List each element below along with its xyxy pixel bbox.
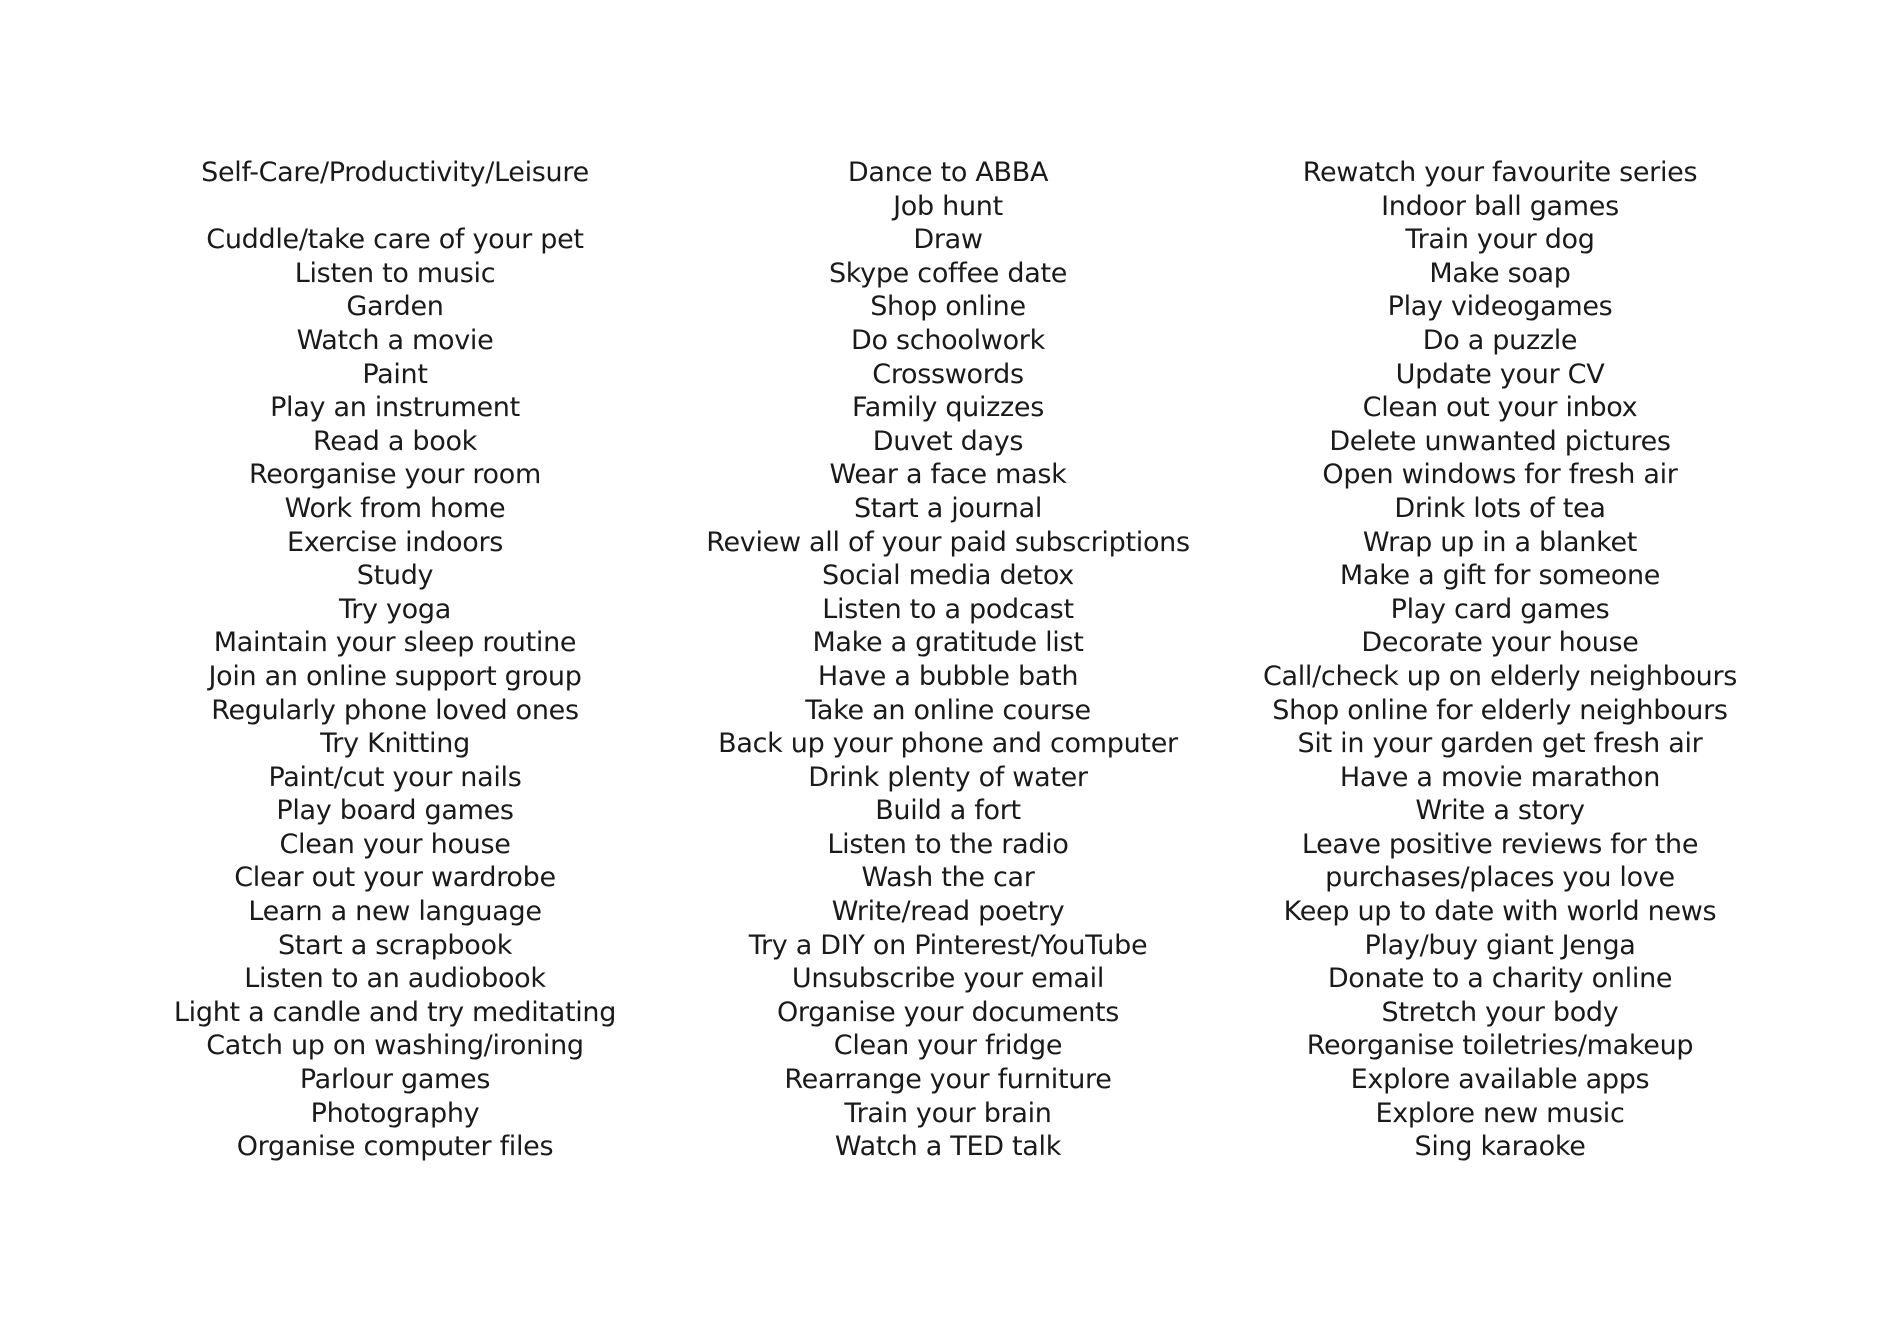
list-item: Drink plenty of water xyxy=(808,761,1088,793)
list-item: Garden xyxy=(346,291,444,323)
list-item: Try yoga xyxy=(339,593,451,625)
list-item: Take an online course xyxy=(805,694,1091,726)
list-item: Leave positive reviews for the xyxy=(1301,828,1699,860)
right-column xyxy=(1220,156,1780,1164)
list-item: Do a puzzle xyxy=(1422,324,1578,356)
list-item: Rewatch your favourite series xyxy=(1302,157,1698,188)
list-item: Listen to the radio xyxy=(827,828,1069,860)
list-item: Explore available apps xyxy=(1350,1064,1650,1096)
list-item: Shop online xyxy=(870,291,1026,323)
list-item: Have a movie marathon xyxy=(1339,761,1661,793)
list-item: Delete unwanted pictures xyxy=(1329,425,1671,457)
list-item: Try Knitting xyxy=(320,728,470,760)
list-item: Clean your fridge xyxy=(833,1030,1063,1062)
list-item: Crosswords xyxy=(872,358,1024,390)
middle-column xyxy=(668,156,1228,1164)
list-item: Read a book xyxy=(312,425,478,457)
list-item: Sing karaoke xyxy=(1414,1131,1586,1163)
list-item: Join an online support group xyxy=(208,660,582,692)
list-item: Photography xyxy=(310,1097,480,1129)
list-item: Sit in your garden get fresh air xyxy=(1297,728,1703,760)
list-item: Study xyxy=(356,560,434,592)
list-item: Do schoolwork xyxy=(851,324,1045,356)
list-item: Play videogames xyxy=(1387,291,1613,323)
list-item: Make soap xyxy=(1429,257,1571,289)
list-item: Reorganise your room xyxy=(248,459,541,491)
list-item: Shop online for elderly neighbours xyxy=(1272,694,1728,726)
list-item: Drink lots of tea xyxy=(1394,492,1606,524)
list-item: Social media detox xyxy=(822,560,1074,592)
list-item: Reorganise toiletries/makeup xyxy=(1306,1030,1694,1062)
list-item: purchases/places you love xyxy=(1325,862,1675,894)
list-item: Start a journal xyxy=(853,492,1043,524)
list-item: Learn a new language xyxy=(248,896,542,928)
list-item: Try a DIY on Pinterest/YouTube xyxy=(748,929,1148,961)
list-item: Listen to a podcast xyxy=(822,593,1074,625)
list-item: Regularly phone loved ones xyxy=(211,694,579,726)
list-item: Dance to ABBA xyxy=(847,157,1049,188)
list-item: Build a fort xyxy=(875,795,1021,827)
list-item: Review all of your paid subscriptions xyxy=(706,526,1190,558)
list-item: Decorate your house xyxy=(1361,627,1639,659)
list-item: Maintain your sleep routine xyxy=(213,627,577,659)
list-item: Have a bubble bath xyxy=(817,660,1079,692)
list-item: Open windows for fresh air xyxy=(1322,459,1678,491)
list-item: Exercise indoors xyxy=(286,526,504,558)
list-item: Train your dog xyxy=(1405,224,1595,256)
list-item: Back up your phone and computer xyxy=(718,728,1178,760)
list-item: Update your CV xyxy=(1395,358,1605,390)
list-item: Paint xyxy=(362,358,428,390)
list-item: Clean out your inbox xyxy=(1362,392,1638,424)
list-item: Train your brain xyxy=(844,1097,1052,1129)
list-item: Parlour games xyxy=(299,1064,491,1096)
list-item: Start a scrapbook xyxy=(277,929,513,961)
list-item: Organise your documents xyxy=(776,996,1120,1028)
list-item: Family quizzes xyxy=(851,392,1045,424)
list-item: Cuddle/take care of your pet xyxy=(206,224,584,256)
list-item: Listen to an audiobook xyxy=(244,963,546,995)
list-item: Stretch your body xyxy=(1381,996,1619,1028)
list-item: Donate to a charity online xyxy=(1327,963,1673,995)
list-item: Make a gift for someone xyxy=(1339,560,1661,592)
list-item: Job hunt xyxy=(893,190,1003,222)
list-item: Organise computer files xyxy=(236,1131,554,1163)
list-item: Clean your house xyxy=(279,828,511,860)
list-item: Play card games xyxy=(1390,593,1610,625)
list-item: Wash the car xyxy=(861,862,1035,894)
list-item: Paint/cut your nails xyxy=(268,761,522,793)
list-item: Play board games xyxy=(276,795,514,827)
list-item: Play an instrument xyxy=(270,392,520,424)
list-item: Light a candle and try meditating xyxy=(173,996,617,1028)
list-item: Watch a movie xyxy=(296,324,494,356)
column-heading: Self-Care/Productivity/Leisure xyxy=(201,157,589,188)
list-item: Duvet days xyxy=(872,425,1024,457)
list-item: Wrap up in a blanket xyxy=(1362,526,1638,558)
list-item: Write/read poetry xyxy=(831,896,1065,928)
list-item: Unsubscribe your email xyxy=(791,963,1105,995)
list-item: Play/buy giant Jenga xyxy=(1364,929,1636,961)
list-item: Explore new music xyxy=(1375,1097,1625,1129)
list-item: Clear out your wardrobe xyxy=(234,862,556,894)
list-item: Write a story xyxy=(1415,795,1585,827)
list-item: Make a gratitude list xyxy=(812,627,1084,659)
list-item: Listen to music xyxy=(294,257,496,289)
list-item: Watch a TED talk xyxy=(834,1131,1062,1163)
heading-spacer xyxy=(115,190,675,224)
list-item: Work from home xyxy=(284,492,506,524)
list-item: Wear a face mask xyxy=(829,459,1067,491)
list-item: Call/check up on elderly neighbours xyxy=(1262,660,1738,692)
list-item: Catch up on washing/ironing xyxy=(206,1030,584,1062)
list-item: Keep up to date with world news xyxy=(1283,896,1717,928)
list-item: Draw xyxy=(913,224,983,256)
list-item: Indoor ball games xyxy=(1381,190,1619,222)
list-item: Skype coffee date xyxy=(828,257,1068,289)
list-item: Rearrange your furniture xyxy=(784,1064,1112,1096)
left-column xyxy=(115,156,675,1164)
